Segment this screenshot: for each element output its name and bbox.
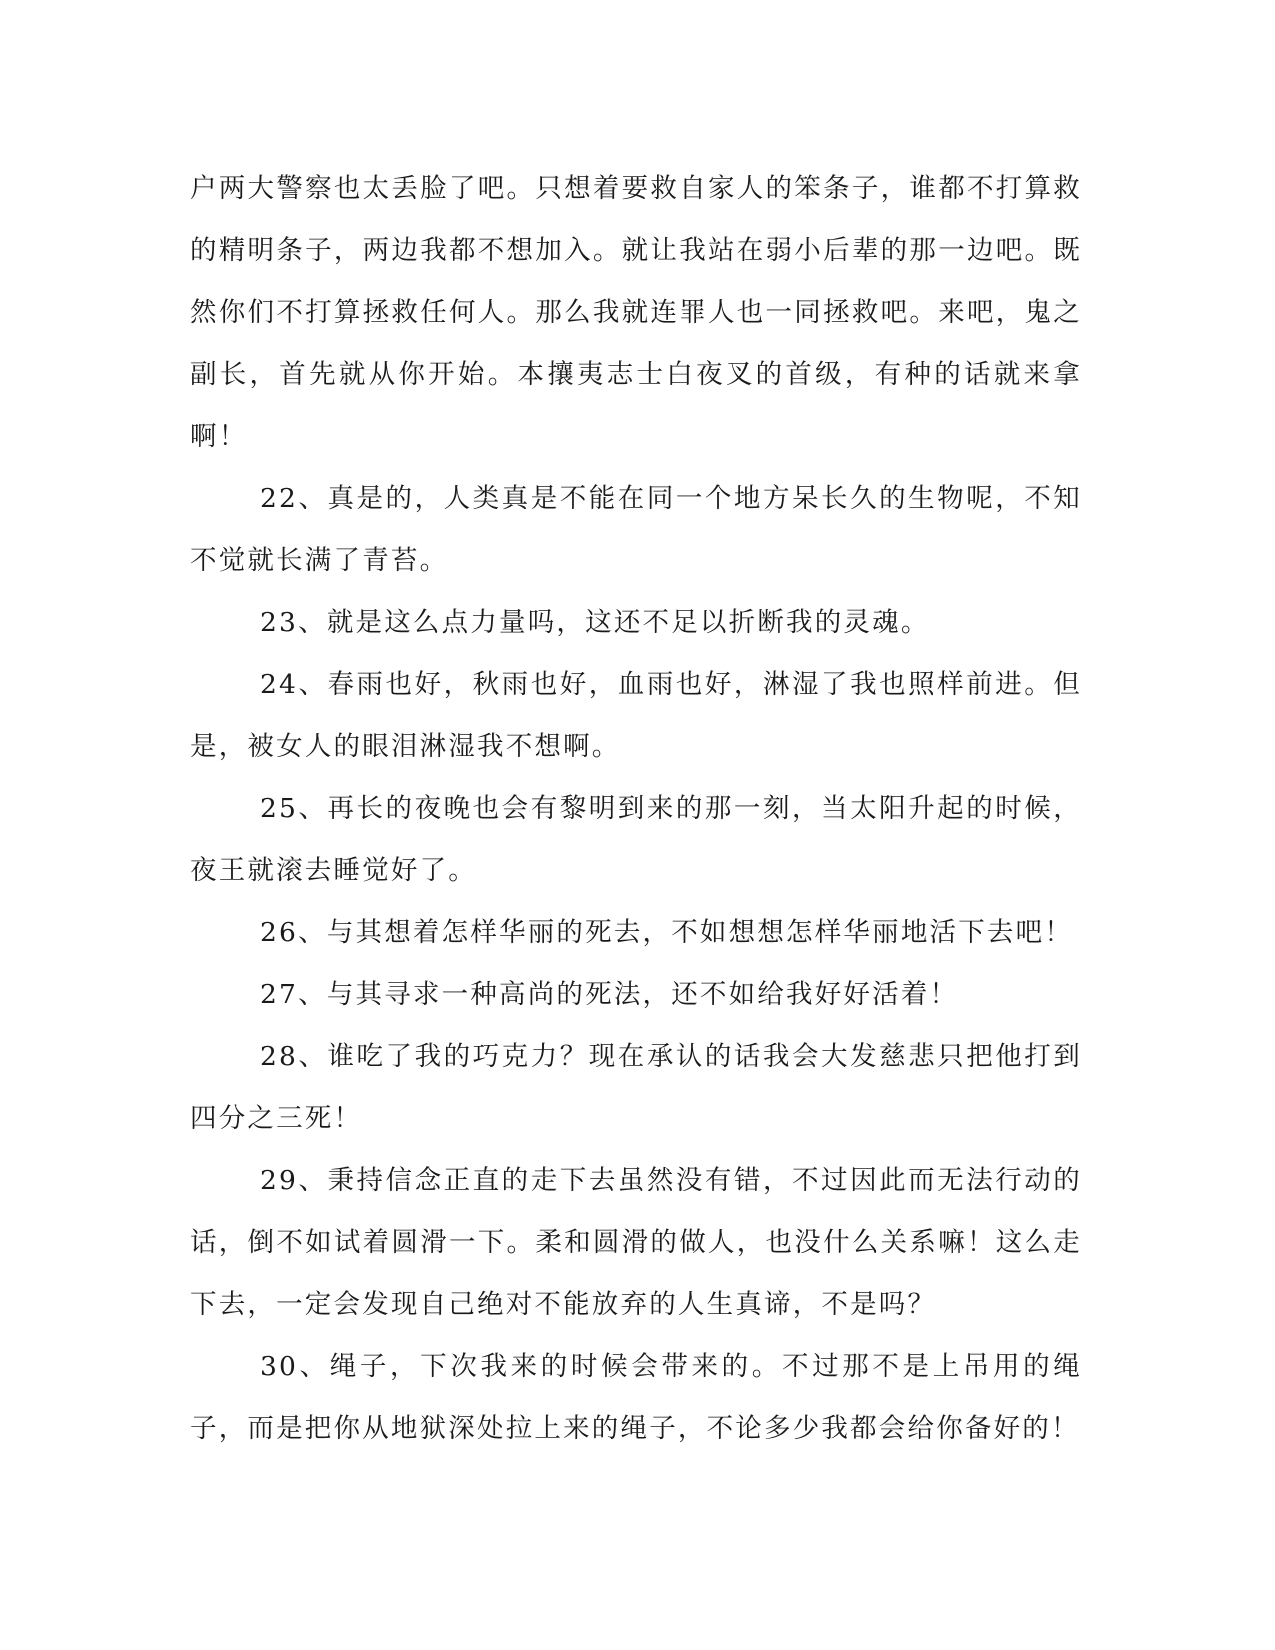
paragraph-24: 24、春雨也好，秋雨也好，血雨也好，淋湿了我也照样前进。但是，被女人的眼泪淋湿我不想啊。 <box>190 669 1082 762</box>
paragraph-continued: 户两大警察也太丢脸了吧。只想着要救自家人的笨条子，谁都不打算救的精明条子，两边我都不想加入。就让我站在弱小后辈的那一边吧。既然你们不打算拯救任何人。那么我就连罪人也一同拯救吧。来吧，鬼之副长，首先就从你开始。本攘夷志士白夜叉的首级，有种的话就来拿啊！ <box>190 173 1082 452</box>
paragraph-30: 30、绳子，下次我来的时候会带来的。不过那不是上吊用的绳子，而是把你从地狱深处拉上来的绳子，不论多少我都会给你备好的！ <box>190 1351 1082 1444</box>
paragraph-25: 25、再长的夜晚也会有黎明到来的那一刻，当太阳升起的时候，夜王就滚去睡觉好了。 <box>190 793 1082 886</box>
paragraph-28: 28、谁吃了我的巧克力？现在承认的话我会大发慈悲只把他打到四分之三死！ <box>190 1041 1082 1134</box>
paragraph-26: 26、与其想着怎样华丽的死去，不如想想怎样华丽地活下去吧！ <box>260 917 1074 948</box>
paragraph-29: 29、秉持信念正直的走下去虽然没有错，不过因此而无法行动的话，倒不如试着圆滑一下。柔和圆滑的做人，也没什么关系嘛！这么走下去，一定会发现自己绝对不能放弃的人生真谛，不是吗？ <box>190 1165 1082 1320</box>
paragraph-23: 23、就是这么点力量吗，这还不足以折断我的灵魂。 <box>260 607 930 638</box>
paragraph-27: 27、与其寻求一种高尚的死法，还不如给我好好活着！ <box>260 979 959 1010</box>
paragraph-22: 22、真是的，人类真是不能在同一个地方呆长久的生物呢，不知不觉就长满了青苔。 <box>190 483 1082 576</box>
document-body <box>190 158 1082 1460</box>
